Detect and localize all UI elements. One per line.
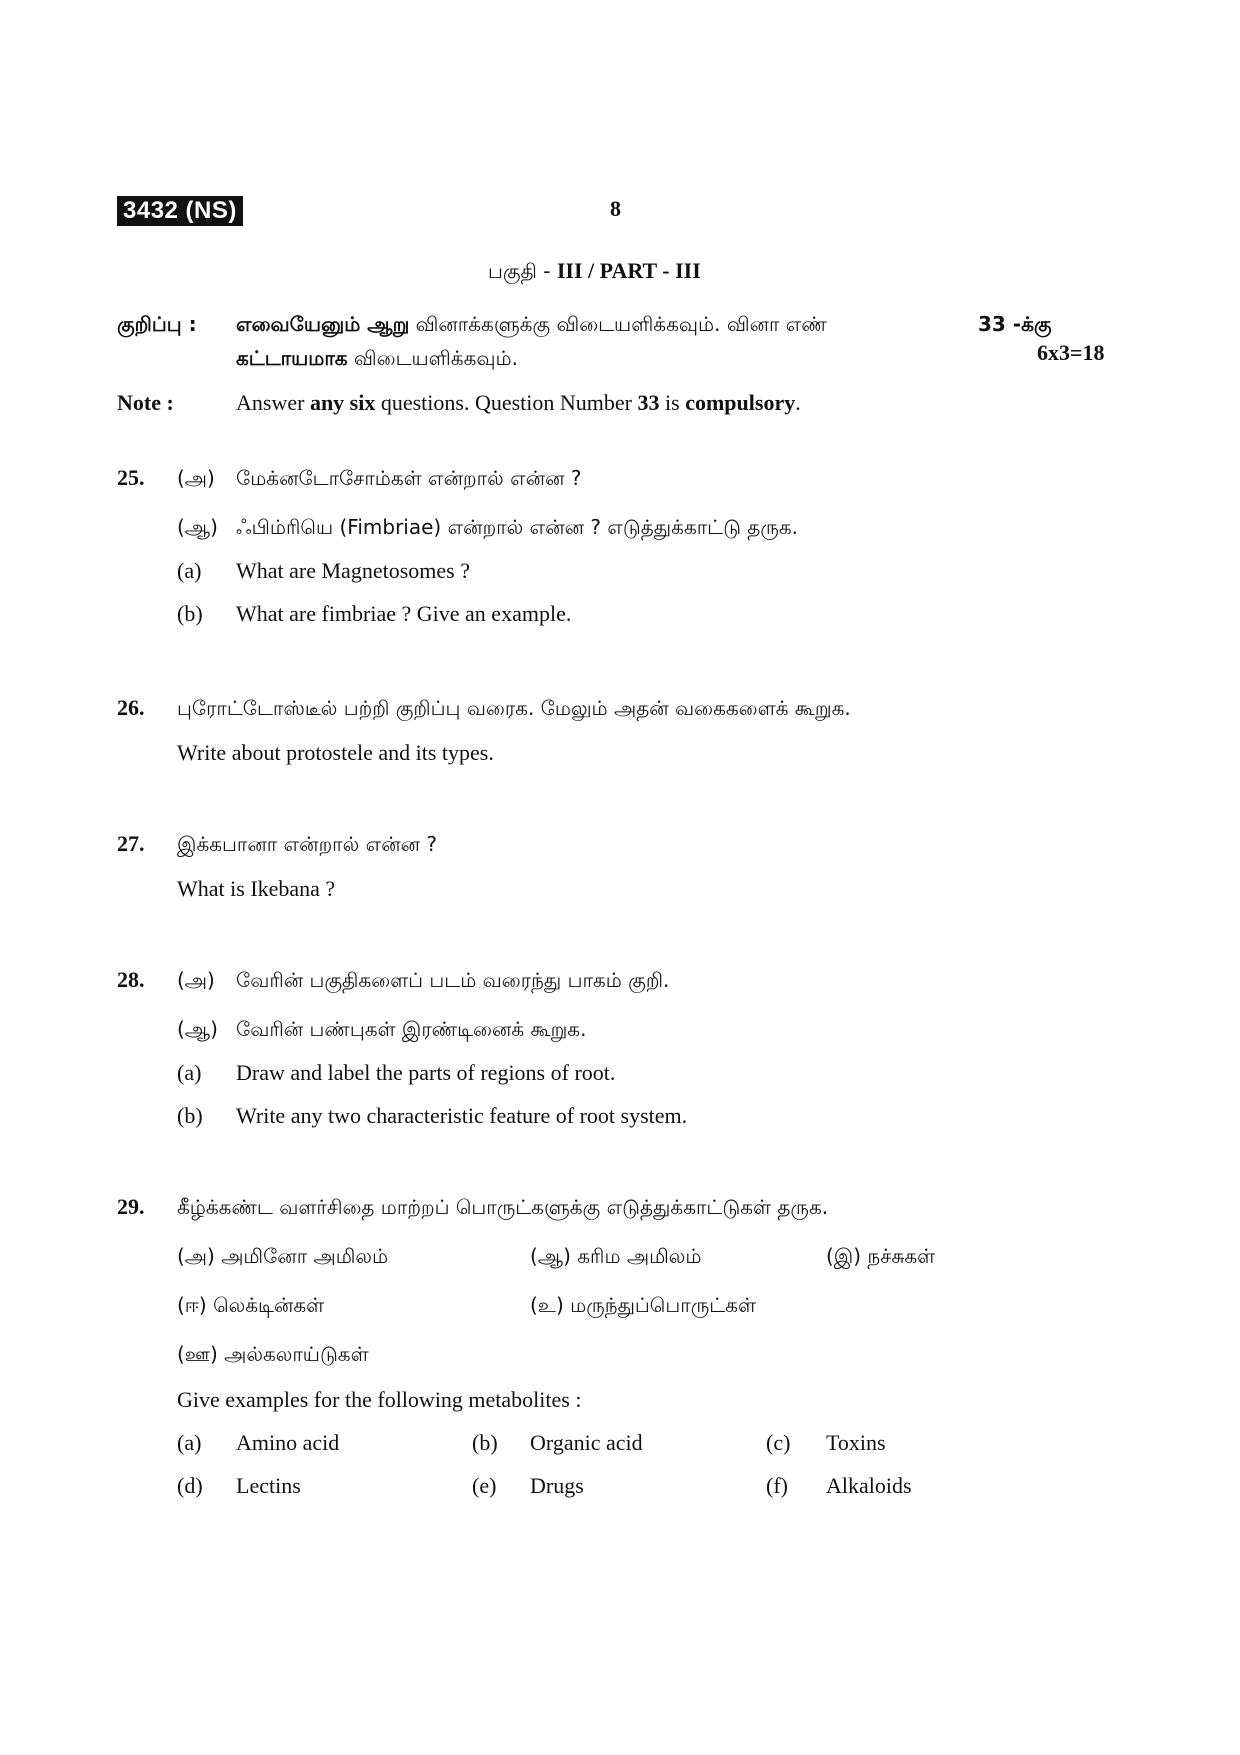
- instruction-tamil-line1: [236, 312, 827, 339]
- q28-tamil-b-label: (ஆ): [177, 1017, 218, 1041]
- q29-tamil-item: (ஆ) கரிம அமிலம்: [530, 1244, 702, 1268]
- question-number-25: 25.: [117, 465, 145, 490]
- instruction-tamil-line2: [236, 346, 518, 373]
- q26-tamil: புரோட்டோஸ்டீல் பற்றி குறிப்பு வரைக. மேலும் அதன் வகைகளைக் கூறுக.: [177, 696, 851, 720]
- q28-english-b: Write any two characteristic feature of root system.: [236, 1103, 688, 1128]
- q25-english-b: What are fimbriae ? Give an example.: [236, 601, 572, 626]
- q29-english-item-label: (e): [472, 1473, 497, 1498]
- q28-english-a: Draw and label the parts of regions of root.: [236, 1060, 616, 1085]
- part-heading-english: III / PART - III: [556, 258, 701, 283]
- question-number-28: 28.: [117, 967, 145, 992]
- instruction-tamil-text2: விடையளிக்கவும்.: [347, 346, 518, 370]
- q29-english-item: Organic acid: [530, 1430, 643, 1455]
- note-text-part: questions. Question Number: [375, 390, 638, 415]
- q29-tamil-item: (உ) மருந்துப்பொருட்கள்: [530, 1293, 756, 1317]
- q29-tamil-item: (அ) அமினோ அமிலம்: [177, 1244, 389, 1268]
- q28-tamil-a: வேரின் பகுதிகளைப் படம் வரைந்து பாகம் குறி.: [236, 968, 670, 992]
- page-number: 8: [610, 196, 621, 221]
- q25-english-a-label: (a): [177, 558, 202, 583]
- q28-english-b-label: (b): [177, 1103, 203, 1128]
- q25-tamil-a: மேக்னடோசோம்கள் என்றால் என்ன ?: [236, 466, 582, 490]
- q29-english-item: Toxins: [826, 1430, 886, 1455]
- q29-english-item-label: (f): [766, 1473, 788, 1498]
- instruction-question-number: 33 -க்கு: [978, 312, 1052, 336]
- note-text-part: Answer: [236, 390, 310, 415]
- q25-tamil-a-label: (அ): [177, 466, 215, 490]
- q29-english-item-label: (a): [177, 1430, 202, 1455]
- q27-english: What is Ikebana ?: [177, 876, 336, 901]
- instruction-tamil-label: குறிப்பு :: [117, 312, 197, 336]
- part-heading-tamil: பகுதி -: [488, 259, 557, 283]
- paper-code-badge: 3432 (NS): [117, 196, 243, 226]
- q29-english-item-label: (c): [766, 1430, 791, 1455]
- q26-english: Write about protostele and its types.: [177, 740, 494, 765]
- q28-tamil-b: வேரின் பண்புகள் இரண்டினைக் கூறுக.: [236, 1017, 587, 1041]
- q28-tamil-a-label: (அ): [177, 968, 215, 992]
- q29-english-item: Amino acid: [236, 1430, 340, 1455]
- q27-tamil: இக்கபானா என்றால் என்ன ?: [177, 832, 437, 856]
- note-bold-compulsory: compulsory: [685, 390, 796, 415]
- question-number-26: 26.: [117, 695, 145, 720]
- q29-english-item: Lectins: [236, 1473, 301, 1498]
- q29-tamil-item: (ஈ) லெக்டின்கள்: [177, 1293, 325, 1317]
- question-number-29: 29.: [117, 1194, 145, 1219]
- note-text-part: is: [659, 390, 686, 415]
- q29-english-item: Alkaloids: [826, 1473, 912, 1498]
- note-text: [236, 390, 801, 416]
- part-heading: [488, 258, 701, 286]
- instruction-tamil-bold1: எவையேனும் ஆறு: [236, 312, 410, 336]
- q29-tamil: கீழ்க்கண்ட வளர்சிதை மாற்றப் பொருட்களுக்கு எடுத்துக்காட்டுகள் தருக.: [177, 1195, 829, 1219]
- q25-english-b-label: (b): [177, 601, 203, 626]
- q29-english-item: Drugs: [530, 1473, 584, 1498]
- note-label: Note :: [117, 390, 174, 415]
- instruction-tamil-text1: வினாக்களுக்கு விடையளிக்கவும். வினா எண்: [409, 312, 827, 336]
- q29-tamil-item: (இ) நச்சுகள்: [826, 1244, 936, 1268]
- note-bold-any-six: any six: [309, 390, 376, 415]
- question-number-27: 27.: [117, 831, 145, 856]
- q28-english-a-label: (a): [177, 1060, 202, 1085]
- note-bold-number: 33: [637, 390, 660, 415]
- marks-allocation: 6x3=18: [1037, 340, 1105, 365]
- instruction-tamil-bold2: கட்டாயமாக: [236, 346, 348, 370]
- q29-english: Give examples for the following metabolites :: [177, 1387, 582, 1412]
- q29-english-item-label: (b): [472, 1430, 498, 1455]
- q25-tamil-b-label: (ஆ): [177, 515, 218, 539]
- q25-english-a: What are Magnetosomes ?: [236, 558, 470, 583]
- q29-tamil-item: (ஊ) அல்கலாய்டுகள்: [177, 1342, 369, 1366]
- note-text-part: .: [795, 390, 801, 415]
- q29-english-item-label: (d): [177, 1473, 203, 1498]
- q25-tamil-b: ஃபிம்ரியெ (Fimbriae) என்றால் என்ன ? எடுத்துக்காட்டு தருக.: [236, 515, 799, 539]
